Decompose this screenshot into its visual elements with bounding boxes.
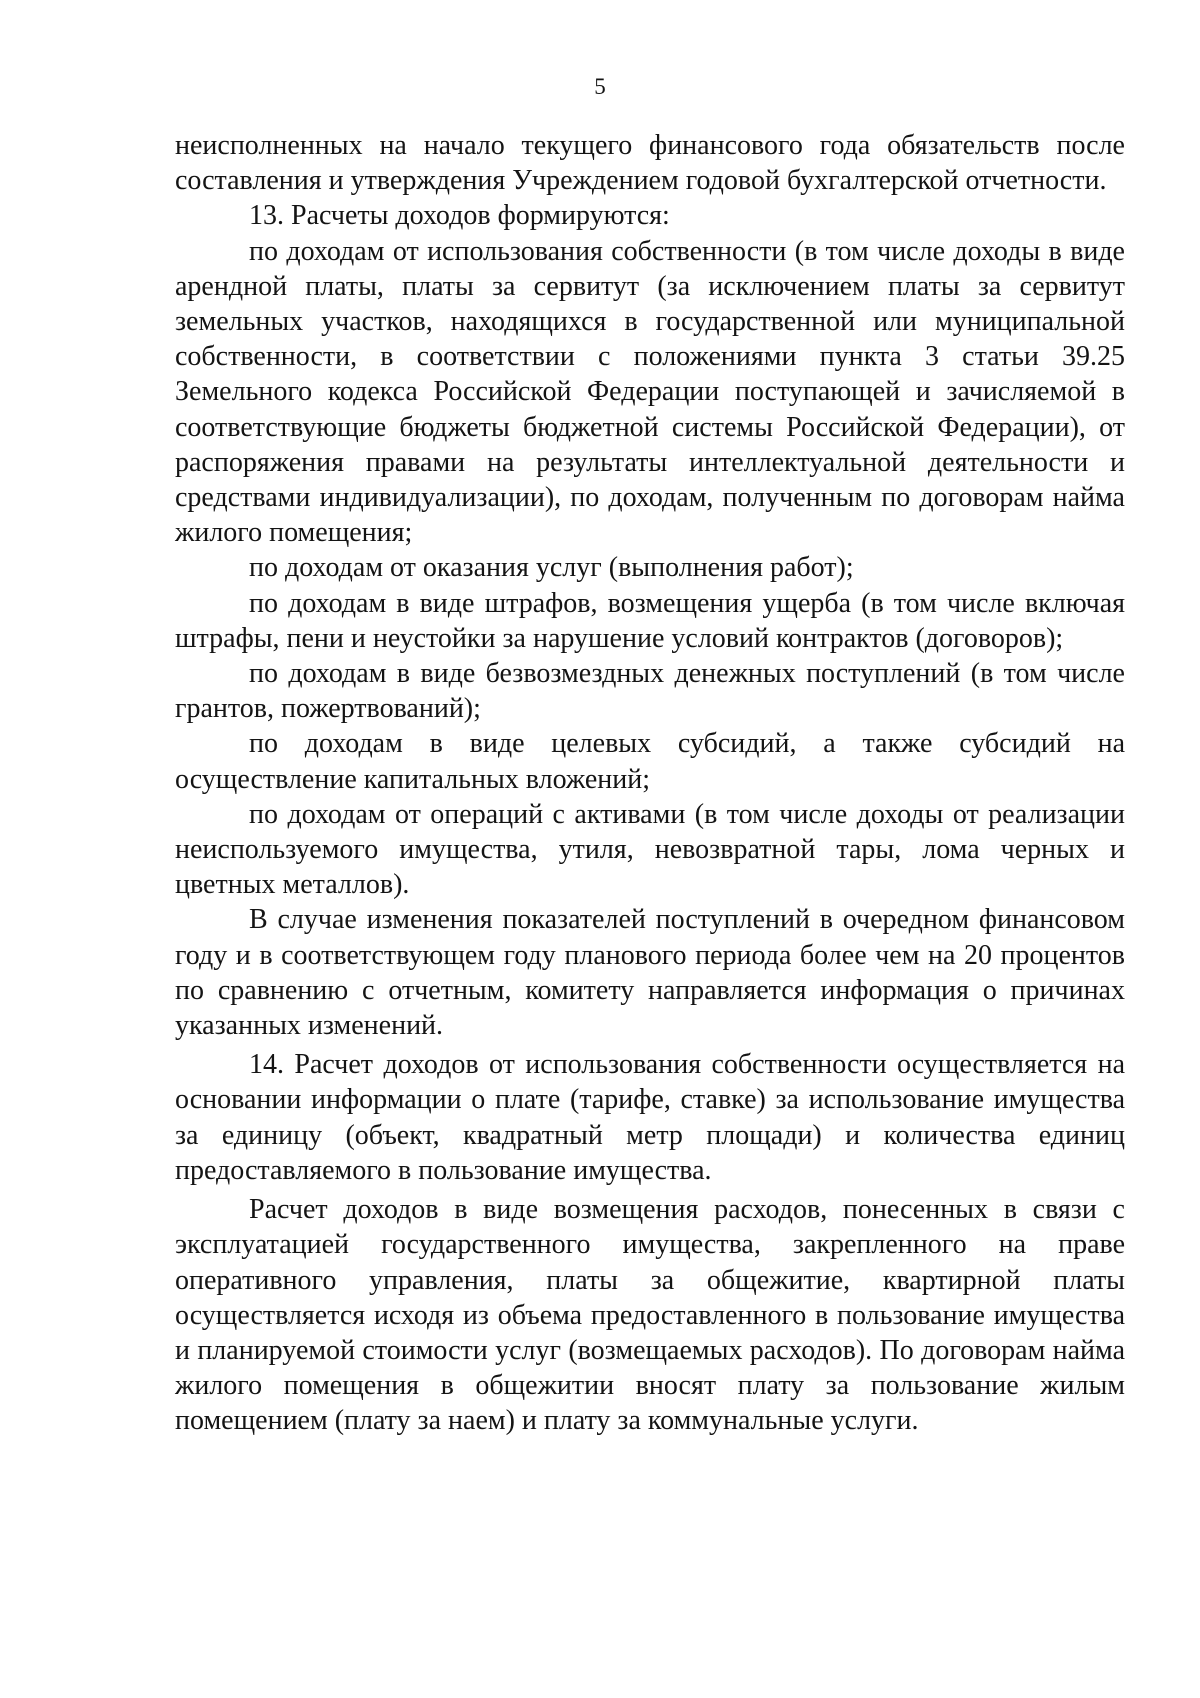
paragraph-services-income: по доходам от оказания услуг (выполнения работ); xyxy=(249,552,854,584)
paragraph-gratuitous-income: по доходам в виде безвозмездных денежных поступлений (в том числе грантов, пожертвований); xyxy=(175,658,1125,725)
document-body xyxy=(175,128,1125,1439)
paragraph-assets-income: по доходам от операций с активами (в том числе доходы от реализации неиспользуемого имущества, утиля, невозвратной тары, лома черных и цветных металлов). xyxy=(175,798,1125,901)
paragraph-property-income: по доходам от использования собственности (в том числе доходы в виде арендной платы, платы за сервитут (за исключением платы за сервитут земельных участков, находящихся в государственной или муниципальной собственности, в соответствии с положениями пункта 3 статьи 39.25 Земельного кодекса Российской Федерации поступающей и зачисляемой в соответствующие бюджеты бюджетной системы Российской Федерации), от распоряжения правами на результаты интеллектуальной деятельности и средствами индивидуализации), по доходам, полученным по договорам найма жилого помещения; xyxy=(175,235,1125,549)
paragraph-continuation: неисполненных на начало текущего финансового года обязательств после составления и утверждения Учреждением годовой бухгалтерской отчетности. xyxy=(175,130,1125,197)
page-number: 5 xyxy=(594,74,606,99)
paragraph-14: 14. Расчет доходов от использования собственности осуществляется на основании информации о плате (тарифе, ставке) за использование имущества за единицу (объект, квадратный метр площади) и количества единиц предоставляемого в пользование имущества. xyxy=(175,1049,1125,1186)
paragraph-subsidies-income: по доходам в виде целевых субсидий, а также субсидий на осуществление капитальных вложений; xyxy=(175,728,1125,795)
paragraph-reimbursement: Расчет доходов в виде возмещения расходов, понесенных в связи с эксплуатацией государственного имущества, закрепленного на праве оперативного управления, платы за общежитие, квартирной платы осуществляется исходя из объема предоставленного в пользование имущества и планируемой стоимости услуг (возмещаемых расходов). По договорам найма жилого помещения в общежитии вносят плату за пользование жилым помещением (плату за наем) и плату за коммунальные услуги. xyxy=(175,1194,1125,1437)
paragraph-changes-notice: В случае изменения показателей поступлений в очередном финансовом году и в соответствующем году планового периода более чем на 20 процентов по сравнению с отчетным, комитету направляется информация о причинах указанных изменений. xyxy=(175,904,1125,1042)
paragraph-13-heading: 13. Расчеты доходов формируются: xyxy=(249,200,670,232)
paragraph-fines-income: по доходам в виде штрафов, возмещения ущерба (в том числе включая штрафы, пени и неустойки за нарушение условий контрактов (договоров); xyxy=(175,587,1125,654)
